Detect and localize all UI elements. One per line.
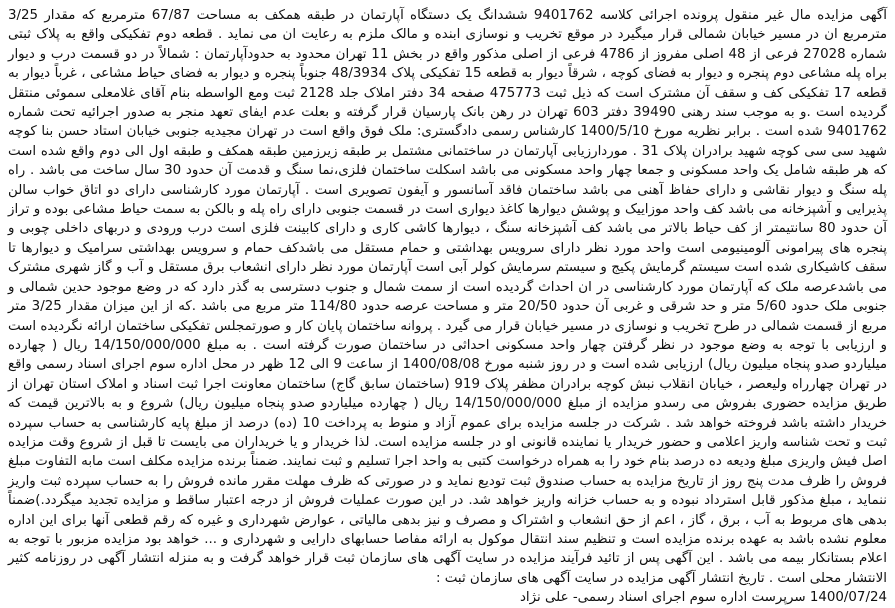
notice-date-signature: 1400/07/24 سرپرست اداره سوم اجرای اسناد رسمی- علی نژاد <box>519 590 887 606</box>
notice-body-text: آگهی مزایده مال غیر منقول پرونده اجرائی کلاسه 9401762 ششدانگ یک دستگاه آپارتمان در طبقه همکف به مساحت 67/87 مترمربع که مقدار 3/25 مترمربع ان در مسیر خیابان شمالی قرار میگیرد در موقع تخریب و نوسازی ابنده و مالک ملزم به رعایت ان می نماید . قطعه دوم تفکیکی واقع به پلاک ثبتی شماره 27028 فرعی از 48 اصلی مفروز از 4786 فرعی از اصلی مذکور واقع در بخش 11 تهران محدود به حدودآپارتمان : شمالاً در دو قسمت درب و دیوار براه پله مشاعی دوم پنجره و دیوار به فضای کوچه ، شرقاً دیوار به قطعه 15 تفکیکی پلاک 48/3934 جنوباً پنجره و دیوار به فضای حیاط مشاعی ، غرباً دیوار به قطعه 17 تفکیکی کف و سقف آن مشترک است که ذیل ثبت 475773 صفحه 34 دفتر املاک جلد 2128 ثبت ومع الواسطه بنام آقای غلامعلی سموئی منتقل گردیده است .و به موجب سند رهنی 39490 دفتر 603 تهران در رهن بانک پارسیان قرار گرفته و بعلت عدم ایفای تعهد منجر به صدور اجرائیه تحت شماره 9401762 شده است . برابر نظریه مورخ 1400/5/10 کارشناس رسمی دادگستری: ملک فوق واقع است در تهران مجیدیه جنوبی خیابان استاد حسن بنا کوچه شهید سی سی کوچه شهید برادران پلاک 31 . موردارزیابی آپارتمان در ساختمانی مشتمل بر طبقه زیرزمین طبقه همکف و طبقه اول الی دوم واقع شده است که هر طبقه شامل یک واحد مسکونی و جمعا چهار واحد مسکونی می باشد اسکلت ساختمان فلزی،نما سنگ و قدمت آن حدود 30 سال ساخت می باشد . راه پله سنگ و دیوار نقاشی و دارای حفاظ آهنی می باشد ساختمان فاقد آسانسور و آیفون تصویری است . آپارتمان مورد کارشناسی دارای دو اتاق خواب سالن پذیرایی و آشپزخانه می باشد کف واحد موزاییک و پوشش دیوارها کاغذ دیواری است در قسمت جنوبی دارای راه پله و بالکن به سمت حیاط مشاعی بوده و تراز آن حدود 80 سانتیمتر از کف حیاط بالاتر می باشد کف آشپزخانه سنگ ، دیوارها کاشی کاری و دارای کابینت فلزی است درب ورودی و دربهای داخلی چوبی و پنجره های پیرامونی آلومینیومی است واحد مورد نظر دارای سرویس بهداشتی و حمام مستقل می باشدکف حمام و سرویس بهداشتی سرامیک و دیوارها تا سقف کاشیکاری شده است سیستم گرمایش پکیج و سیستم سرمایش کولر آبی است آپارتمان مورد نظر دارای انشعاب برق مستقل و آب و گاز شهری مشترک می باشدعرصه ملک که آپارتمان مورد کارشناسی در ان احداث گردیده است از سمت شمال و جنوب دسترسی به گذر دارد که در وضع موجود حدین شمالی و جنوبی ملک حدود 5/60 متر و حد شرقی و غربی آن حدود 20/50 متر و مساحت عرصه حدود 114/80 متر مربع می باشد .که از این میزان مقدار 3/25 متر مربع از قسمت شمالی در طرح تخریب و نوسازی در مسیر خیابان قرار می گیرد . پروانه ساختمان پایان کار و صورتمجلس تفکیکی ساختمان ارائه نگردیده است و ارزیابی با توجه به وضع موجود در نظر گرفتن چهار واحد مسکونی احداثی در ساختمان صورت گرفته است . به مبلغ 14/150/000/000 ریال ( چهارده میلیاردو صدو پنجاه میلیون ریال) ارزیابی شده است و در روز شنبه مورخ 1400/08/08 از ساعت 9 الی 12 ظهر در محل اداره سوم اجرای اسناد رسمی واقع در تهران چهارراه ولیعصر ، خیابان انقلاب نبش کوچه برادران مظفر پلاک 919 (ساختمان سابق گاج) ساختمان معاونت اجرا ثبت اسناد و املاک استان تهران از طریق مزایده حضوری بفروش می رسدو مزایده از مبلغ 14/150/000/000 ریال ( چهارده میلیاردو صدو پنجاه میلیون ریال) شروع و به بالاترین قیمت که خریدار داشته باشد فروخته خواهد شد . شرکت در جلسه مزایده برای عموم آزاد و منوط به پرداخت 10 (ده) درصد از مبلغ پایه کارشناسی به حساب سپرده ثبت و تحت شناسه واریز اعلامی و حضور خریدار یا نماینده قانونی او در جلسه مزایده است. لذا خریدار و یا خریداران می بایست تا قبل از شروع وقت مزایده اصل فیش واریزی مبلغ ودیعه ده درصد بنام خود را به همراه درخواست کتبی به واحد اجرا تسلیم و ثبت نمایند. ضمناً برنده مزایده مکلف است مابه التفاوت مبلغ فروش را ظرف مدت پنج روز از تاریخ مزایده به حساب صندوق ثبت تودیع نماید و در صورتی که ظرف مهلت مقرر مانده فروش را به حساب سپرده ثبت واریز ننماید ، مبلغ مذکور قابل استرداد نبوده و به حساب خزانه واریز خواهد شد. در این صورت عملیات فروش از درجه اعتبار ساقط و مزایده تجدید میگردد.)ضمناً بدهی های مربوط به آب ، برق ، گاز ، اعم از حق انشعاب و اشتراک و مصرف و نیز بدهی مالیاتی ، عوارض شهرداری و غیره که رقم قطعی آنها برای این اداره معلوم نشده باشد به عهده برنده مزایده است و تنظیم سند انتقال موکول به ارائه مفاصا حسابهای دارایی و شهرداری و ... خواهد بود مزایده مزبور با توجه به اعلام بستانکار بیمه می باشد . این آگهی پس از تائید فرآیند مزایده در سایت آگهی های سازمان ثبت قرار خواهد گرفت و به منزله انتشار آگهی در روزنامه کثیر الانتشار محلی است . تاریخ انتشار آگهی مزایده در سایت آگهی های سازمان ثبت : <box>8 8 888 586</box>
